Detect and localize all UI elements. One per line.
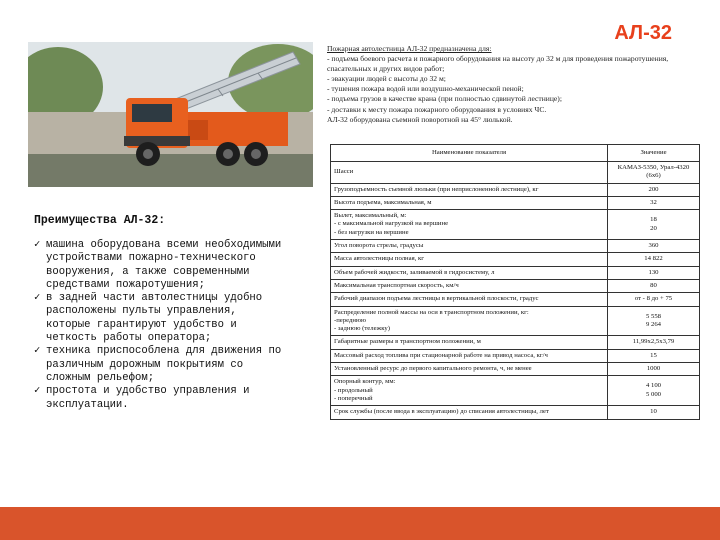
parameter-cell: Рабочий диапазон подъема лестницы в вертикальной плоскости, градус (331, 293, 608, 306)
parameter-cell: Вылет, максимальный, м: - с максимальной нагрузкой на вершине - без нагрузки на вершине (331, 210, 608, 240)
description-line: АЛ-32 оборудована съемной поворотной на 45° люлькой. (327, 114, 513, 124)
parameter-cell: Срок службы (после ввода в эксплуатацию) до списания автолестницы, лет (331, 406, 608, 419)
description-lead: Пожарная автолестница АЛ-32 предназначена для: (327, 44, 492, 53)
table-row (331, 266, 700, 279)
parameter-cell: Высота подъема, максимальная, м (331, 196, 608, 209)
table-row (331, 183, 700, 196)
value-cell: 32 (608, 196, 700, 209)
check-icon: ✓ (34, 239, 41, 251)
description-line: - доставки к месту пожара пожарного оборудования в условиях ЧС. (327, 104, 547, 114)
description (327, 44, 697, 125)
value-cell: 10 (608, 406, 700, 419)
table-row (331, 406, 700, 419)
page-title: АЛ-32 (614, 22, 672, 44)
description-line: - эвакуации людей с высоты до 32 м; (327, 74, 446, 84)
fire-ladder-truck-photo (28, 42, 313, 187)
table-row (331, 196, 700, 209)
advantages-title: Преимущества АЛ-32: (34, 214, 166, 227)
table-row (331, 376, 700, 406)
value-cell: 130 (608, 266, 700, 279)
table-row (331, 162, 700, 184)
value-cell: 1000 (608, 363, 700, 376)
parameter-cell: Распределение полной массы на оси в транспортном положении, кг: -переднюю - заднюю (тележку) (331, 306, 608, 336)
value-cell: 14 822 (608, 253, 700, 266)
table-row (331, 336, 700, 349)
value-cell: 200 (608, 183, 700, 196)
table-row (331, 240, 700, 253)
parameter-cell: Опорный контур, мм: - продольный - поперечный (331, 376, 608, 406)
table-body (331, 162, 700, 420)
advantage-item: ✓ техника приспособлена для движения по различным дорожным покрытиям со сложным рельефом; (34, 345, 282, 384)
advantage-item: ✓ в задней части автолестницы удобно расположены пульты управления, которые гарантируют удобство и четкость работы оператора; (34, 292, 263, 345)
table-row (331, 253, 700, 266)
description-line: - подъема боевого расчета и пожарного оборудования на высоту до 32 м для проведения пожаротушения, спасательных и других видов работ; (327, 54, 669, 74)
table-row (331, 279, 700, 292)
check-icon: ✓ (34, 345, 41, 358)
value-cell: 4 100 5 000 (608, 376, 700, 406)
value-cell: 360 (608, 240, 700, 253)
parameter-cell: Установленный ресурс до первого капитального ремонта, ч, не менее (331, 363, 608, 376)
check-icon: ✓ (34, 292, 41, 305)
value-cell: 15 (608, 349, 700, 362)
value-cell: 5 558 9 264 (608, 306, 700, 336)
table-row (331, 293, 700, 306)
check-icon: ✓ (34, 385, 41, 398)
parameter-cell: Грузоподъемность съемной люльки (при неприслоненной лестнице), кг (331, 183, 608, 196)
parameter-cell: Масса автолестницы полная, кг (331, 253, 608, 266)
column-header-parameter: Наименование показателя (331, 145, 608, 162)
advantage-item: ✓ простота и удобство управления и эксплуатации. (34, 385, 250, 411)
parameter-cell: Массовый расход топлива при стационарной работе на привод насоса, кг/ч (331, 349, 608, 362)
value-cell: КАМАЗ-5350, Урал-4320 (6х6) (608, 162, 700, 184)
table-row (331, 349, 700, 362)
parameter-cell: Угол поворота стрелы, градусы (331, 240, 608, 253)
value-cell: 80 (608, 279, 700, 292)
advantages-list (34, 239, 284, 412)
value-cell: 18 20 (608, 210, 700, 240)
column-header-value: Значение (608, 145, 700, 162)
table-header-row (331, 145, 700, 162)
advantages-section (34, 214, 284, 412)
truck-photo (28, 42, 313, 187)
parameter-cell: Максимальная транспортная скорость, км/ч (331, 279, 608, 292)
table-row (331, 210, 700, 240)
footer-band (0, 507, 720, 540)
table-row (331, 306, 700, 336)
table-row (331, 363, 700, 376)
description-line: - подъема грузов в качестве крана (при полностью сдвинутой лестнице); (327, 94, 562, 104)
value-cell: 11,99х2,5х3,79 (608, 336, 700, 349)
parameter-cell: Объем рабочей жидкости, заливаемой в гидросистему, л (331, 266, 608, 279)
parameter-cell: Шасси (331, 162, 608, 184)
description-line: - тушения пожара водой или воздушно-механической пеной; (327, 84, 524, 94)
specifications-table (330, 144, 700, 420)
advantage-item: ✓ машина оборудована всеми необходимыми устройствами пожарно-технического вооружения, а также современными средствами пожаротушения; (34, 239, 282, 291)
parameter-cell: Габаритные размеры в транспортном положении, м (331, 336, 608, 349)
value-cell: от - 8 до + 75 (608, 293, 700, 306)
